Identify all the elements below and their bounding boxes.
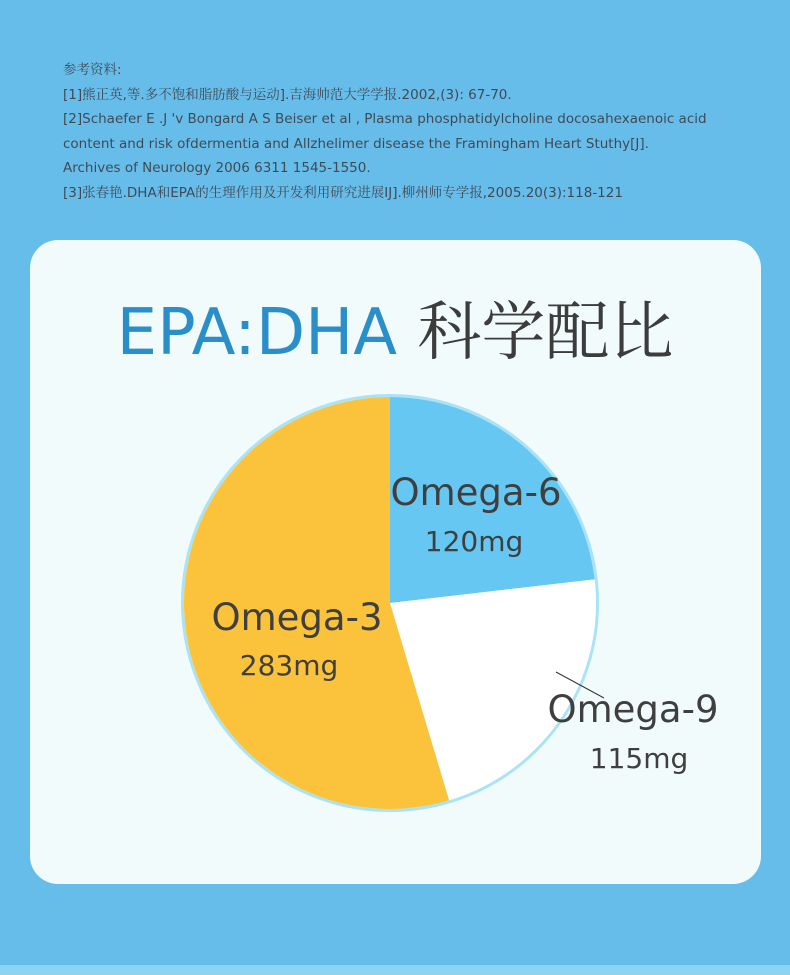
reference-line: Archives of Neurology 2006 6311 1545-1550. (63, 160, 371, 176)
references-heading: 参考资料: (63, 62, 122, 78)
slice-label-omega-9: Omega-9 (547, 688, 719, 731)
reference-line: [1]熊正英,等.多不饱和脂肪酸与运动].吉海帅范大学学报.2002,(3): 67-70. (63, 86, 512, 103)
title-cn: 科学配比 (417, 296, 674, 370)
slice-value-omega-6: 120mg (424, 525, 524, 558)
slice-label-omega-3: Omega-3 (211, 596, 383, 639)
title-en: EPA:DHA (116, 296, 397, 370)
reference-line: [2]Schaefer E .J 'v Bongard A S Beiser et al , Plasma phosphatidylcholine docosahexaenoic acid (63, 111, 707, 127)
reference-line: content and risk ofdermentia and Allzhelimer disease the Framingham Heart Stuthy[J]. (63, 135, 649, 152)
reference-line: [3]张春艳.DHA和EPA的生理作用及开发利用研究进展IJ].柳州师专学报,2005.20(3):118-121 (63, 184, 623, 201)
bottom-band (0, 965, 790, 975)
slice-value-omega-9: 115mg (589, 742, 689, 775)
slice-value-omega-3: 283mg (239, 649, 339, 682)
slice-label-omega-6: Omega-6 (390, 471, 562, 514)
